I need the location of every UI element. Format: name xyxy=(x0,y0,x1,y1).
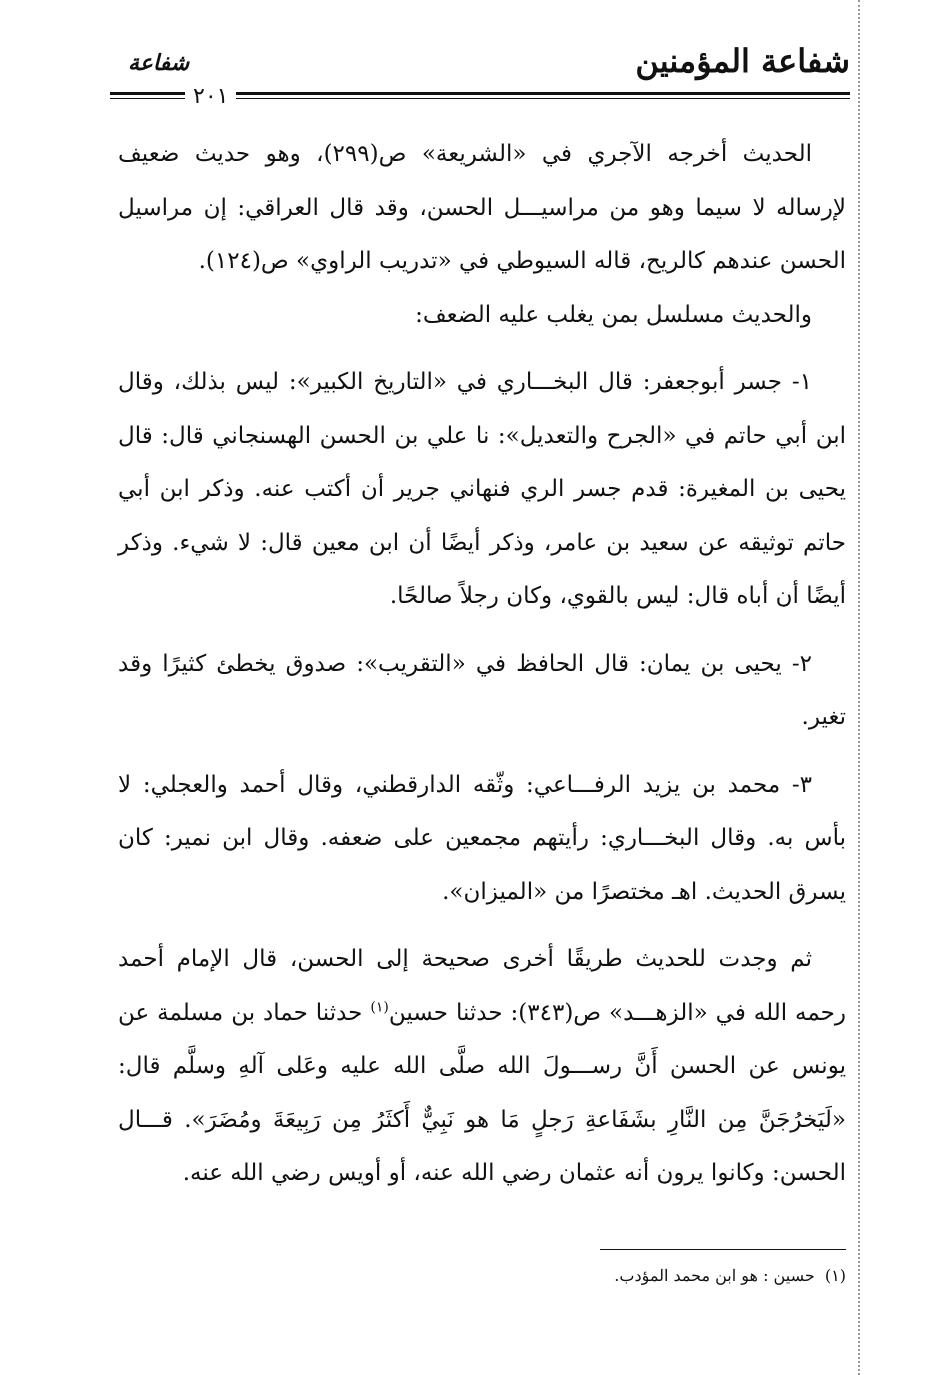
paragraph-second-route-start: ثم وجدت للحديث طريقًا أخرى صحيحة إلى الحسن، قال الإمام أحمد رحمه الله في «الزهـــد» ص(٣٤٣): حدثنا حسين xyxy=(118,946,846,1026)
footnote-text: حسين : هو ابن محمد المؤدب. xyxy=(614,1266,815,1285)
footnote xyxy=(400,1266,846,1285)
paragraph-narrator-3: ٣- محمد بن يزيد الرفـــاعي: وثّقه الدارقطني، وقال أحمد والعجلي: لا بأس به. وقال البخـــاري: رأيتهم مجمعين على ضعفه. وقال ابن نمير: كان يسرق الحديث. اهـ مختصرًا من «الميزان». xyxy=(118,771,846,905)
paragraph-second-route-end: حدثنا حماد بن مسلمة عن يونس عن الحسن أَنَّ رســـولَ الله صلَّى الله عليه وعَلى آلهِ وسلَّم قال: «لَيَخرُجَنَّ مِن النَّارِ بشَفَاعةِ رَجلٍ مَا هو نَبِيٌّ أَكثَرُ مِن رَبِيعَةَ ومُضَرَ». قـــال الحسن: وكانوا يرون أنه عثمان رضي الله عنه، أو أويس رضي الله عنه. xyxy=(118,999,846,1186)
body-text xyxy=(118,128,846,1201)
paragraph-narrator-1: ١- جسر أبوجعفر: قال البخـــاري في «التاريخ الكبير»: ليس بذلك، وقال ابن أبي حاتم في «الجرح والتعديل»: نا علي بن الحسن الهسنجاني قال: قال يحيى بن المغيرة: قدم جسر الري فنهاني جرير أن أكتب عنه. وذكر ابن أبي حاتم توثيقه عن سعيد بن عامر، وذكر أيضًا أن ابن معين قال: لا شيء. وذكر أيضًا أن أباه قال: ليس بالقوي، وكان رجلاً صالحًا. xyxy=(118,369,846,609)
paragraph-second-route xyxy=(118,933,846,1201)
page-header xyxy=(110,40,850,110)
footnote-marker: (١) xyxy=(824,1266,846,1285)
page-title: شفاعة المؤمنين xyxy=(635,42,850,80)
paragraph-chain-intro: والحديث مسلسل بمن يغلب عليه الضعف: xyxy=(415,301,812,328)
page-edge-dots xyxy=(858,0,860,1375)
footnote-separator xyxy=(600,1249,846,1250)
footnote-reference: (١) xyxy=(370,998,389,1015)
paragraph-hadith-source: الحديث أخرجه الآجري في «الشريعة» ص(٢٩٩)، وهو حديث ضعيف لإرساله لا سيما وهو من مراسيـــل الحسن، وقد قال العراقي: إن مراسيل الحسن عندهم كالريح، قاله السيوطي في «تدريب الراوي» ص(١٢٤). xyxy=(118,141,846,274)
book-logo: شفاعة xyxy=(128,50,190,76)
page-number: ٢٠١ xyxy=(185,84,236,109)
paragraph-narrator-2: ٢- يحيى بن يمان: قال الحافظ في «التقريب»: صدوق يخطئ كثيرًا وقد تغير. xyxy=(118,650,846,730)
